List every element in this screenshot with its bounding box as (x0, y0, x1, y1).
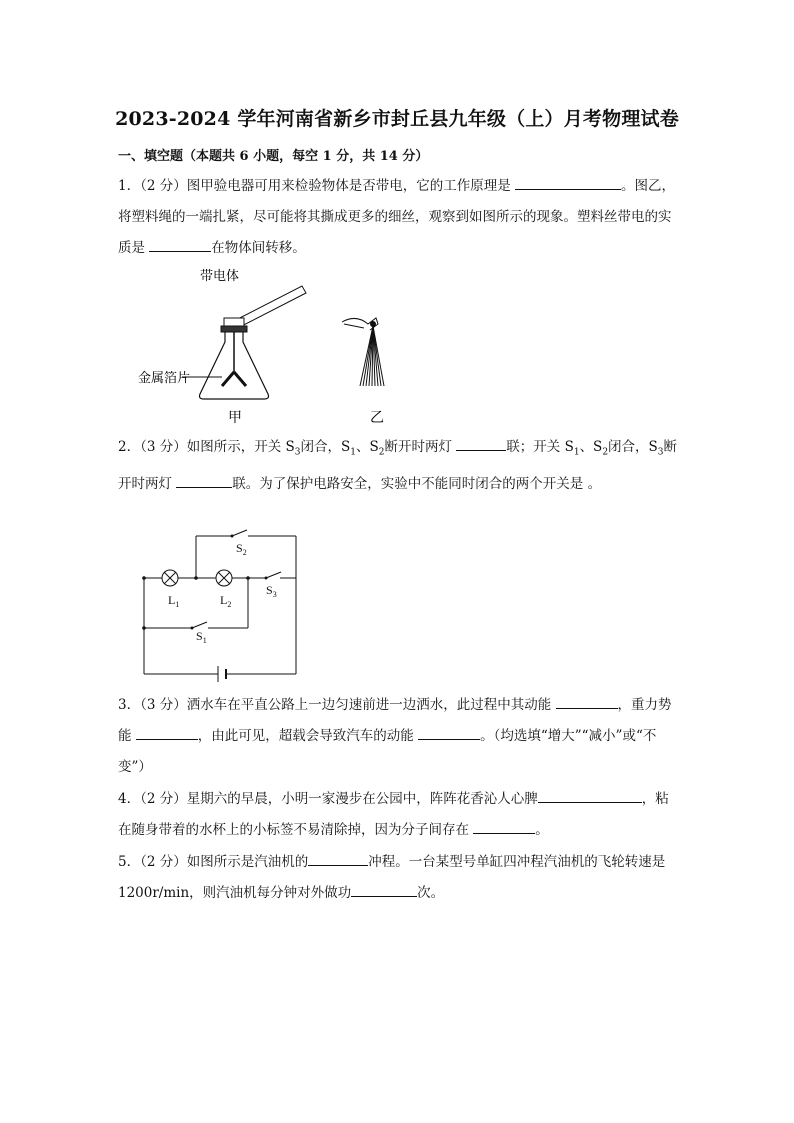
question-2 (118, 432, 678, 500)
q2-text-4: 联；开关 S (506, 439, 574, 455)
section-heading: 一、填空题（本题共 6 小题，每空 1 分，共 14 分） (118, 149, 429, 164)
q3-text-2: ，重力势能 (118, 697, 672, 744)
q3-text-1: 洒水车在平直公路上一边匀速前进一边洒水，此过程中其动能 (186, 697, 552, 713)
q5-score: （2 分） (140, 854, 187, 870)
q4-blank-2[interactable] (473, 819, 535, 834)
junction-dot (142, 576, 146, 580)
q3-text-4: 。（均选填“增大”“减小”或“不变”） (118, 728, 657, 775)
q3-number: 3． (118, 697, 141, 713)
q2-text-8: 。 (587, 475, 602, 492)
q1-text-2: 。图乙，将塑料绳的一端扎紧，尽可能将其撕成更多的细丝，观察到如图所示的现象。塑料丝带电的实质是 (118, 178, 676, 256)
label-s3: $S_3$ (266, 583, 277, 599)
q5-text-3: 次。 (417, 885, 445, 901)
q5-number: 5． (118, 854, 141, 870)
junction-dot (142, 626, 146, 630)
q1-blank-1[interactable] (515, 175, 621, 190)
q5-text-1: 如图所示是汽油机的 (186, 854, 309, 870)
q3-score: （3 分） (140, 697, 187, 713)
q4-text-3: 。 (535, 822, 549, 838)
q1-text-3: 在物体间转移。 (211, 240, 306, 256)
q2-text-2b: 、S (356, 439, 379, 455)
caption-yi: 乙 (370, 409, 384, 425)
label-l2: $L_2$ (220, 593, 232, 609)
q5-blank-2[interactable] (351, 882, 417, 897)
q2-text-7: 联。为了保护电路安全，实验中不能同时闭合的两个开关是 (232, 475, 584, 492)
q2-blank-1[interactable] (456, 436, 506, 451)
q1-blank-2[interactable] (149, 237, 211, 252)
q2-sub-6: 3 (657, 447, 664, 458)
q2-circuit-figure (136, 522, 306, 692)
label-charged-rod: 带电体 (200, 268, 240, 283)
lamp-l1 (162, 570, 178, 586)
q2-text-1: 如图所示，开关 S (186, 439, 295, 455)
plastic-strands (342, 318, 384, 386)
q3-blank-1[interactable] (556, 694, 618, 709)
q2-text-3: 断开时两灯 (384, 439, 452, 455)
q2-sub-2: 1 (350, 447, 356, 458)
lamp-l2 (216, 570, 232, 586)
q3-blank-3[interactable] (418, 725, 480, 740)
label-metal-foil: 金属箔片 (138, 370, 191, 385)
caption-jia: 甲 (228, 409, 242, 425)
q2-number: 2． (118, 439, 141, 455)
q2-sub-3: 2 (378, 447, 385, 458)
electroscope (200, 318, 269, 399)
q4-blank-1[interactable] (538, 788, 642, 803)
q5-blank-1[interactable] (308, 851, 368, 866)
page-title: 2023-2024 学年河南省新乡市封丘县九年级（上）月考物理试卷 (115, 108, 679, 130)
junction-dot (246, 576, 250, 580)
battery (218, 666, 226, 682)
q2-text-5: 闭合，S (608, 439, 658, 455)
q1-number: 1． (118, 178, 141, 194)
q2-sub-1: 3 (294, 447, 301, 458)
q4-number: 4． (118, 791, 141, 807)
switch-s2[interactable] (231, 530, 248, 538)
q2-text-6: 断开时两灯 (118, 439, 678, 492)
label-s2: $S_2$ (236, 541, 247, 557)
question-1 (118, 171, 678, 264)
q5-text-2: 冲程。一台某型号单缸四冲程汽油机的飞轮转速是 1200r/min，则汽油机每分钟对外做功 (118, 854, 666, 901)
q2-text-4b: 、S (579, 439, 603, 455)
q2-sub-5: 2 (602, 447, 609, 458)
switch-s3[interactable] (265, 572, 282, 580)
q4-text-2: ，粘在随身带着的水杯上的小标签不易清除掉，因为分子间存在 (118, 791, 669, 838)
label-s1: $S_1$ (196, 629, 207, 645)
q2-sub-4: 1 (573, 447, 580, 458)
question-4 (118, 784, 678, 846)
junction-dot (194, 576, 198, 580)
q4-score: （2 分） (140, 791, 187, 807)
q4-text-1: 星期六的早晨，小明一家漫步在公园中，阵阵花香沁人心脾 (186, 791, 538, 807)
q3-blank-2[interactable] (136, 725, 198, 740)
question-5 (118, 847, 678, 909)
q1-figure (130, 262, 410, 432)
q2-text-2: 闭合，S (300, 439, 351, 455)
q1-score: （2 分） (140, 178, 187, 194)
q2-score: （3 分） (140, 439, 187, 455)
q3-text-3: ，由此可见，超载会导致汽车的动能 (197, 728, 414, 744)
label-l1: $L_1$ (168, 593, 180, 609)
q1-text-1: 图甲验电器可用来检验物体是否带电，它的工作原理是 (186, 178, 511, 194)
q2-blank-2[interactable] (176, 473, 232, 488)
question-3 (118, 690, 678, 783)
